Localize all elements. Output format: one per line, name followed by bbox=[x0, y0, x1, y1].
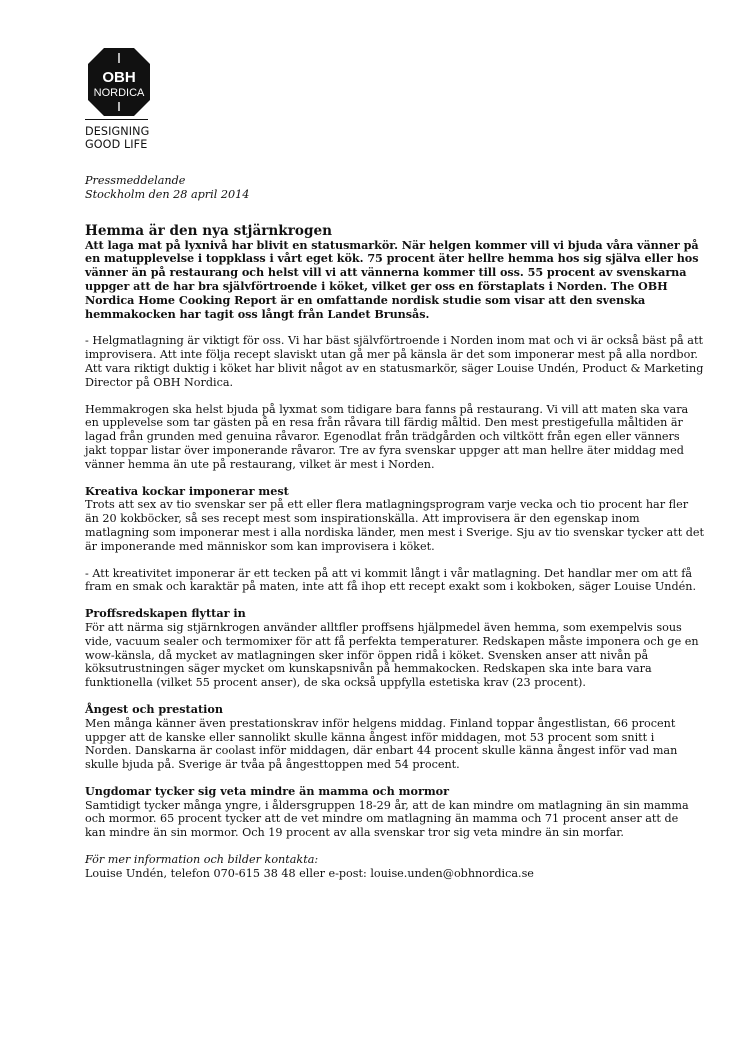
text-line: uppger att de kanske eller sannolikt skulle känna ångest inför middagen, mot 53 procent som snitt i bbox=[85, 730, 655, 744]
tagline-divider bbox=[85, 119, 148, 120]
text-line: - Helgmatlagning är viktigt för oss. Vi har bäst självförtroende i Norden inom mat och vi är också bäst på att bbox=[85, 334, 703, 348]
place-and-date: Stockholm den 28 april 2014 bbox=[85, 187, 250, 201]
text-line: lagad från grunden med genuina råvaror. Egenodlat från trädgården och viltkött från egen eller vänners bbox=[85, 430, 680, 444]
text-line: jakt toppar listar över imponerande råvaror. Tre av fyra svenskar uppger att man hellre äter middag med bbox=[85, 443, 684, 457]
text-line: Men många känner även prestationskrav inför helgens middag. Finland toppar ångestlistan, 66 procent bbox=[85, 716, 676, 730]
text-line: Director på OBH Nordica. bbox=[85, 375, 234, 389]
tagline bbox=[85, 126, 149, 151]
section-heading-ungdomar: Ungdomar tycker sig veta mindre än mamma och mormor bbox=[85, 783, 450, 798]
text-line: kan mindre än sin mormor. Och 19 procent av alla svenskar tror sig veta mindre än sin morfar. bbox=[85, 826, 624, 840]
section-heading-proffsredskapen: Proffsredskapen flyttar in bbox=[85, 606, 246, 621]
text-line: För att närma sig stjärnkrogen använder alltfler proffsens hjälpmedel även hemma, som exempelvis sous bbox=[85, 620, 682, 634]
text-line: improvisera. Att inte följa recept slaviskt utan gå mer på känsla är det som imponerar mest på alla nordbor. bbox=[85, 348, 698, 362]
text-line: än 20 kokböcker, så ses recept mest som inspirationskälla. Att improvisera är den egenskap inom bbox=[85, 512, 640, 526]
lead-line: vänner än på restaurang och helst vill vi att vännerna kommer till oss. 55 procent av svenskarna bbox=[85, 265, 687, 280]
tagline-line-2: GOOD LIFE bbox=[85, 137, 148, 151]
section-paragraph bbox=[85, 716, 678, 772]
document-type: Pressmeddelande bbox=[85, 174, 186, 187]
section-paragraph bbox=[85, 620, 699, 690]
section-paragraph bbox=[85, 798, 689, 840]
lead-line: en matupplevelse i toppklass i vårt eget kök. 75 procent äter hellre hemma hos sig själva eller hos bbox=[85, 251, 699, 266]
lead-paragraph bbox=[85, 237, 699, 322]
text-line: Samtidigt tycker många yngre, i åldersgruppen 18-29 år, att de kan mindre om matlagning än sin mamma bbox=[85, 798, 689, 812]
lead-line: Att laga mat på lyxnivå har blivit en statusmarkör. När helgen kommer vill vi bjuda våra vänner på bbox=[85, 237, 699, 252]
text-line: fram en smak och karaktär på maten, inte att få ihop ett recept exakt som i kokboken, säger Louise Undén. bbox=[85, 580, 697, 594]
press-release-body bbox=[85, 174, 705, 881]
logo-text-nordica: NORDICA bbox=[93, 87, 145, 99]
page-title: Hemma är den nya stjärnkrogen bbox=[85, 222, 332, 239]
contact-label: För mer information och bilder kontakta: bbox=[85, 853, 319, 867]
text-line: Norden. Danskarna är coolast inför middagen, där enbart 44 procent skulle känna ångest inför vad man bbox=[85, 744, 678, 758]
logo-text-obh: OBH bbox=[102, 69, 136, 86]
text-line: är imponerande med människor som kan improvisera i köket. bbox=[85, 539, 435, 553]
text-line: Hemmakrogen ska helst bjuda på lyxmat som tidigare bara fanns på restaurang. Vi vill att maten ska vara bbox=[85, 402, 689, 416]
quote-paragraph bbox=[85, 334, 704, 389]
lead-line: uppger att de har bra självförtroende i köket, vilket ger oss en förstaplats i Norden. The OBH bbox=[85, 278, 668, 293]
obh-nordica-logo bbox=[84, 44, 154, 120]
body-paragraph bbox=[85, 402, 689, 472]
text-line: skulle bjuda på. Sverige är tvåa på ångesttoppen med 54 procent. bbox=[85, 758, 460, 772]
text-line: matlagning som imponerar mest i alla nordiska länder, men mest i Sverige. Sju av tio svenskar tycker att det bbox=[85, 525, 705, 539]
section-heading-kreativa-kockar: Kreativa kockar imponerar mest bbox=[85, 483, 289, 498]
text-line: wow-känsla, då mycket av matlagningen sker inför öppen ridå i köket. Svensken anser att nivån på bbox=[85, 648, 649, 662]
text-line: funktionella (vilket 55 procent anser), de ska också uppfylla estetiska krav (23 procent). bbox=[85, 676, 586, 690]
text-line: - Att kreativitet imponerar är ett tecken på att vi kommit långt i vår matlagning. Det handlar mer om att få bbox=[85, 566, 693, 580]
contact-details: Louise Undén, telefon 070-615 38 48 eller e-post: louise.unden@obhnordica.se bbox=[85, 866, 534, 880]
text-line: Att vara riktigt duktig i köket har blivit något av en statusmarkör, säger Louise Undén, Product & Marketing bbox=[85, 361, 704, 375]
tagline-line-1: DESIGNING bbox=[85, 125, 150, 138]
lead-line: Nordica Home Cooking Report är en omfattande nordisk studie som visar att den svenska bbox=[85, 292, 646, 307]
document-meta bbox=[85, 174, 663, 202]
text-line: vänner hemma än ute på restaurang, vilket är mest i Norden. bbox=[85, 457, 435, 471]
quote-paragraph bbox=[85, 566, 697, 595]
text-line: vide, vacuum sealer och termomixer för att få perfekta temperaturer. Redskapen måste imponera och ge en bbox=[85, 634, 699, 648]
logo-octagon-icon bbox=[84, 44, 154, 120]
text-line: Trots att sex av tio svenskar ser på ett eller flera matlagningsprogram varje vecka och tio procent har fler bbox=[85, 498, 689, 512]
text-line: en upplevelse som tar gästen på en resa från råvara till färdig måltid. Den mest prestigefulla måltiden är bbox=[85, 416, 683, 430]
section-paragraph bbox=[85, 498, 705, 553]
section-heading-angest: Ångest och prestation bbox=[85, 701, 223, 716]
lead-line: hemmakocken har tagit oss långt från Landet Brunsås. bbox=[85, 306, 430, 321]
text-line: köksutrustningen säger mycket om kunskapsnivån på hemmakocken. Redskapen ska inte bara vara bbox=[85, 662, 652, 676]
text-line: och mormor. 65 procent tycker att de vet mindre om matlagning än mamma och 71 procent anser att de bbox=[85, 812, 679, 826]
